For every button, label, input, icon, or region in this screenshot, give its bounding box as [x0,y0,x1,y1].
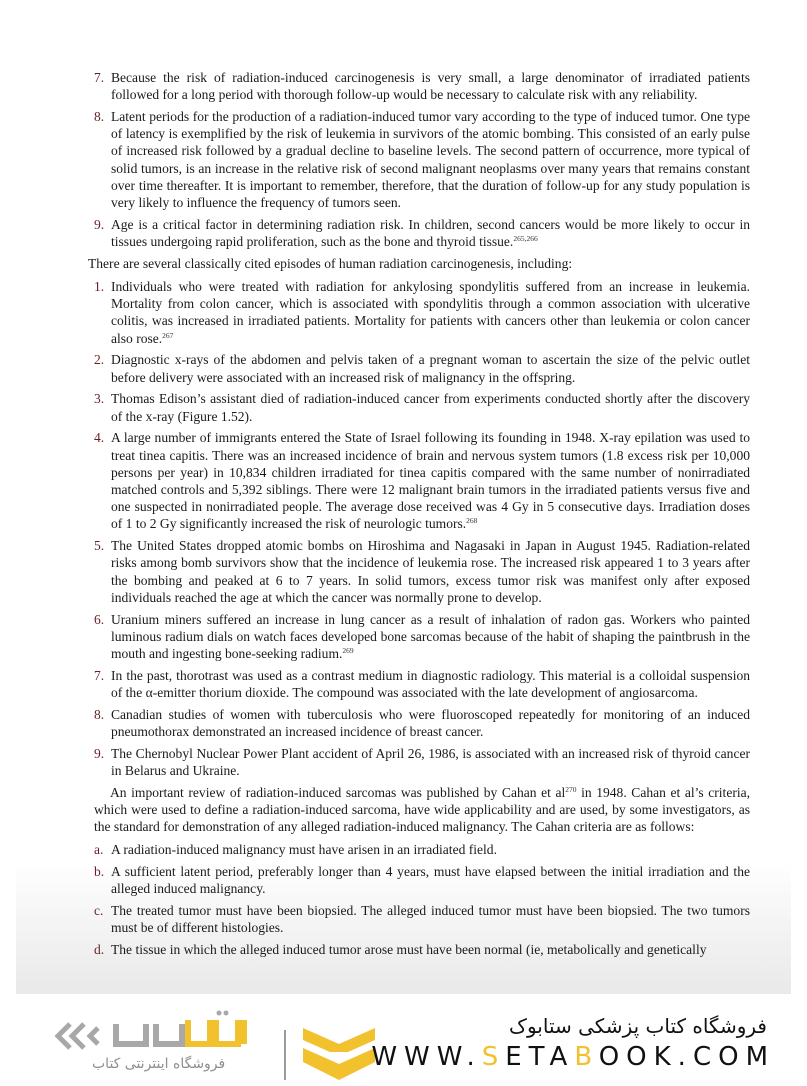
list-marker: 7. [94,667,105,683]
logo-tagline: فروشگاه اینترنتی کتاب [92,1056,226,1072]
store-title: فروشگاه کتاب پزشکی ستابوک [509,1014,767,1038]
list-item: c. The treated tumor must have been biopsied. The alleged induced tumor must have been biopsied. The two tumors must be of different histologies. [94,903,750,936]
list-item: b. A sufficient latent period, preferably longer than 4 years, must have elapsed between the initial irradiation and the alleged induced malignancy. [94,864,750,897]
list-marker: a. [94,842,104,858]
cahan-criteria-list [94,841,750,958]
list-item: 5. The United States dropped atomic bombs on Hiroshima and Nagasaki in Japan in August 1945. Radiation-related risks among bomb survivors show that the incidence of leukemia rose. The increased risk appeared 1 to 3 years after the bombing and peaked at 6 to 7 years. In solid tumors, excess tumor risk was manifest only after exposed individuals reached the age at which the cancer was normally prone to develop. [94,538,750,605]
episodes-list [94,278,750,779]
double-chevron-left-icon [52,1020,108,1052]
citation-ref: 270 [565,784,577,794]
citation-ref: 268 [466,516,478,526]
list-item: 1. Individuals who were treated with radiation for ankylosing spondylitis suffered from an increase in leukemia. Mortality from colon cancer, which is associated with spondylitis through a common association with ulcerative colitis, was increased in irradiated patients. Mortality for patients with cancers other than leukemia or colon cancer also rose.$^{267}$ [94,279,750,346]
setabook-logo[interactable] [52,1008,322,1072]
list-item: 6. Uranium miners suffered an increase in lung cancer as a result of inhalation of radon gas. Workers who painted luminous radium dials on watch faces developed bone sarcomas because of the habit of shaping the paintbrush in the mouth and ingesting bone-seeking radium.$^{269}$ [94,611,750,662]
list-marker: d. [94,942,105,958]
store-banner [0,994,807,1080]
list-marker: 3. [94,391,105,407]
citation-ref: 265,266 [513,234,538,244]
list-item: 4. A large number of immigrants entered the State of Israel following its founding in 1948. X-ray epilation was used to treat tinea capitis. There was an increased incidence of brain and nervous system tumors (1.8 excess risk per 10,000 persons per year) in 10,834 children irradiated for tinea capitis compared with the same number of nonirradiated matched controls and 5,392 siblings. There were 12 malignant brain tumors in the irradiated patients versus five and one suspected in nonirradiated people. The average dose received was 4 Gy in 5 consecutive days. Irradiation doses of 1 to 2 Gy significantly increased the risk of neurologic tumors.$^{268}$ [94,430,750,532]
list-marker: 9. [94,216,105,232]
citation-ref: 267 [162,330,174,340]
list-item: 2. Diagnostic x-rays of the abdomen and pelvis taken of a pregnant woman to ascertain the size of the pelvic outlet before delivery were associated with an increased risk of malignancy in the offspring. [94,352,750,385]
list-marker: 8. [94,706,105,722]
list-item: 8. Latent periods for the production of a radiation-induced tumor vary according to the type of induced tumor. One type of latency is exemplified by the risk of leukemia in survivors of the atomic bombing. This consisted of an early pulse of increased risk followed by a gradual decline to baseline levels. The second pattern of occurrence, more typical of solid tumors, is an increase in the relative risk of second malignant neoplasms over many years that remains constant over time thereafter. It is important to remember, therefore, that the duration of follow-up for any study population is very likely to influence the frequency of tumors seen. [94,109,750,211]
brand-wordmark-icon [112,1010,262,1056]
list-item: 7. Because the risk of radiation-induced carcinogenesis is very small, a large denominator of irradiated patients followed for a long period with thorough follow-up would be necessary to calculate risk with any reliability. [94,70,750,103]
lead-in-paragraph: There are several classically cited episodes of human radiation carcinogenesis, including: [88,255,573,271]
review-paragraph: An important review of radiation-induced sarcomas was published by Cahan et $al^{270}$ in 1948. Cahan et al’s criteria, which were used to define a radiation-induced sarcoma, have wide applicability and are used, by some investigators, as the standard for demonstration of any alleged radiation-induced malignancy. The Cahan criteria are as follows: [94,784,751,835]
list-marker: b. [94,864,105,880]
list-marker: 7. [94,70,105,85]
list-item: 3. Thomas Edison’s assistant died of radiation-induced cancer from experiments conducted shortly after the discovery of the x-ray (Figure 1.52). [94,391,750,424]
list-marker: 1. [94,279,105,295]
list-marker: 4. [94,430,105,446]
page-content [88,69,751,963]
citation-ref: 269 [342,646,354,656]
list-item: 9. The Chernobyl Nuclear Power Plant accident of April 26, 1986, is associated with an increased risk of thyroid cancer in Belarus and Ukraine. [94,745,750,779]
store-url-link[interactable]: WWW.SETABOOK.COM [371,1042,775,1072]
list-marker: 9. [94,745,105,761]
list-marker: 8. [94,109,105,124]
list-item: 9. Age is a critical factor in determining radiation risk. In children, second cancers would be more likely to occur in tissues undergoing rapid proliferation, such as the bone and thyroid tissue.$^{265,266}$ [94,216,750,250]
document-page [16,0,791,994]
list-marker: c. [94,903,104,919]
list-marker: 5. [94,538,105,554]
risk-factors-list [94,69,750,250]
list-item: d. The tissue in which the alleged induced tumor arose must have been normal (ie, metabolically and genetically [94,942,707,958]
logo-divider [284,1030,286,1080]
list-item: a. A radiation-induced malignancy must have arisen in an irradiated field. [94,842,497,858]
list-item: 7. In the past, thorotrast was used as a contrast medium in diagnostic radiology. This material is a colloidal suspension of the α-emitter thorium dioxide. The compound was associated with the late development of angiosarcoma. [94,667,750,701]
list-marker: 6. [94,611,105,627]
list-item: 8. Canadian studies of women with tuberculosis who were fluoroscoped repeatedly for monitoring of an induced pneumothorax demonstrated an increased incidence of breast cancer. [94,706,750,740]
list-marker: 2. [94,352,105,368]
chevron-shield-icon [297,1022,381,1086]
